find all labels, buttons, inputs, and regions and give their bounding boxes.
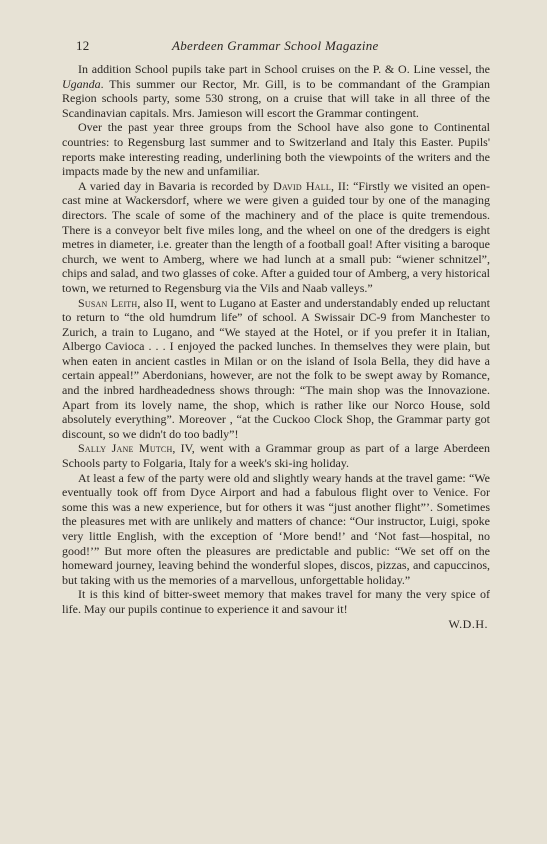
paragraph-bavaria xyxy=(62,179,490,296)
paragraph-closing: It is this kind of bitter-sweet memory that makes travel for many the very spice of life. May our pupils continue to experience it and savour it! xyxy=(62,587,490,616)
pupil-name: David Hall xyxy=(273,178,331,193)
paragraph-text: A varied day in Bavaria is recorded by xyxy=(78,178,274,193)
page-header xyxy=(76,38,487,54)
pupil-name: Sally Jane Mutch xyxy=(78,441,173,456)
article-body xyxy=(62,62,490,631)
ship-name: Uganda xyxy=(62,76,101,91)
paragraph-text: , also II, went to Lugano at Easter and understandably ended up reluctant to return to “the old humdrum life” of school. A Swissair DC-9 from Manchester to Zurich, a train to Lugano, and “We stayed at the Hotel, or if you prefer it in Italian, Albergo Cavioca . . . I enjoyed the packed lunches. In themselves they were plain, but when eaten in ancient castles in Milan or on the island of Isola Bella, they did have a certain appeal!” Aberdonians, however, are not the folk to be swept away by Romance, and the inbred hardheadedness shows through: “The main shop was the Innovazione. Apart from its lovely name, the shop, which is rather like our Norco House, sold absolutely everything”. Moreover , “at the Cuckoo Clock Shop, the Grammar party got discount, so we didn't do too badly”! xyxy=(62,295,490,441)
paragraph-lugano xyxy=(62,296,490,442)
paragraph-text: In addition School pupils take part in School cruises on the P. & O. Line vessel, the xyxy=(78,62,490,76)
paragraph-travel: At least a few of the party were old and slightly weary hands at the travel game: “We eventually took off from Dyce Airport and had a fabulous flight over to Venice. For some this was a new experience, but for others it was “just another flight”’. Sometimes the pleasures met with are unlikely and matters of chance: “Our instructor, Luigi, spoke very little English, with the exception of ‘More bend!’ and ‘Not fast—hospital, no good!’” But more often the pleasures are predictable and public: “We set off on the homeward journey, leaving behind the wonderful slopes, discos, pizzas, and capuccinos, but taking with us the memories of a marvellous, unforgettable holiday.” xyxy=(62,470,490,587)
running-title: Aberdeen Grammar School Magazine xyxy=(172,38,379,53)
pupil-name: Susan Leith xyxy=(78,295,138,310)
author-initials: W.D.H. xyxy=(448,616,488,631)
paragraph-cruises xyxy=(62,62,490,120)
paragraph-folgaria xyxy=(62,441,490,470)
paragraph-text: , II: “Firstly we visited an open-cast mine at Wackersdorf, where we were given a guided tour by one of the managing directors. The scale of some of the machinery and of the place is quite tremendous. There is a conveyor belt five miles long, and the wheel on one of the dredgers is eight metres in diameter, i.e. greater than the length of a football goal! After visiting a baroque church, we went to Amberg, where we had lunch at a small pub: “wiener schnitzel”, chips and salad, and two glasses of coke. After a guided tour of Amberg, a very historical town, we returned to Regensburg via the Vils and Naab valleys.” xyxy=(62,178,490,295)
paragraph-continental: Over the past year three groups from the School have also gone to Continental countries: to Regensburg last summer and to Switzerland and Italy this Easter. Pupils' reports make interesting reading, underlining both the viewpoints of the writers and the impacts made by the new and unfamiliar. xyxy=(62,120,490,179)
paragraph-text: , IV, went with a Grammar group as part of a large Aberdeen Schools party to Folgaria, Italy for a week's ski-ing holiday. xyxy=(62,441,490,471)
page-number: 12 xyxy=(76,38,90,53)
paragraph-text: . This summer our Rector, Mr. Gill, is to be commandant of the Grampian Region schools party, some 530 strong, on a cruise that will take in all three of the Scandinavian capitals. Mrs. Jamieson will escort the Grammar contingent. xyxy=(62,76,490,120)
